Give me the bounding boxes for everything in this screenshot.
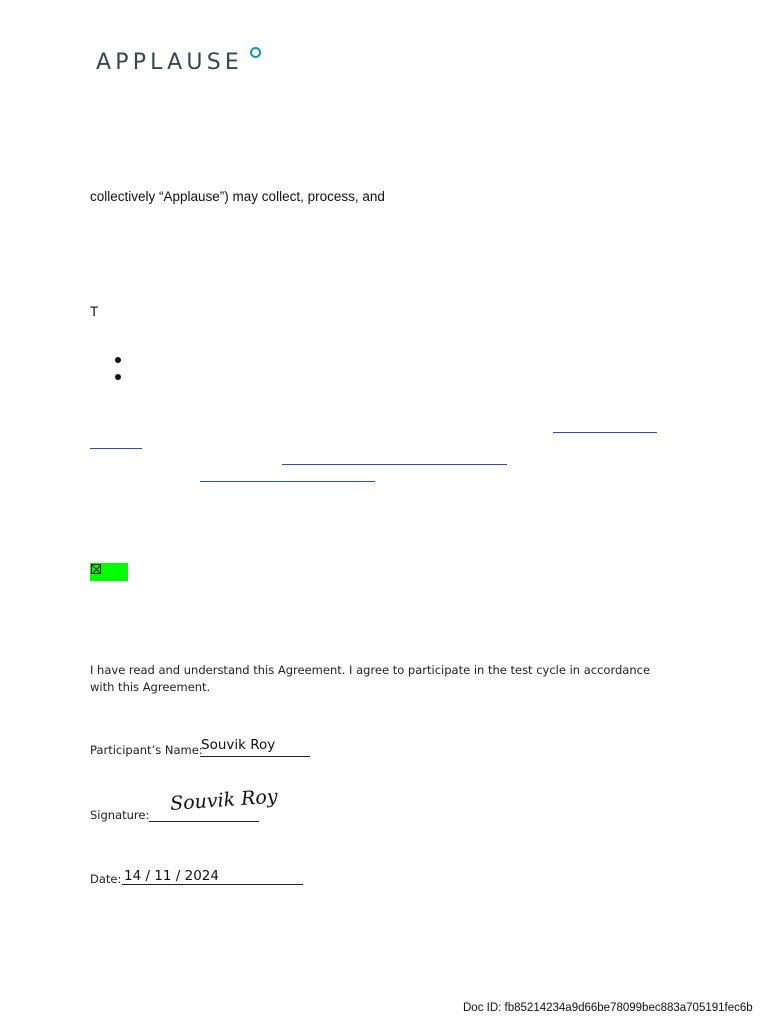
participant-name-line (200, 756, 310, 757)
participant-name-value[interactable]: Souvik Roy (201, 737, 276, 753)
bullet-icon (115, 357, 121, 363)
applause-logo: APPLAUSE (96, 50, 243, 75)
date-label: Date: (90, 872, 122, 886)
date-line (122, 884, 303, 885)
hyperlink-underline[interactable] (282, 464, 507, 465)
bullet-icon (115, 374, 121, 380)
logo-ring-icon (250, 47, 261, 58)
hyperlink-underline[interactable] (200, 481, 375, 482)
agreement-statement: I have read and understand this Agreement. I agree to participate in the test cycle in accordance with this Agreement. (90, 663, 651, 694)
participant-name-label: Participant’s Name: (90, 743, 203, 757)
hyperlink-underline[interactable] (553, 432, 657, 433)
hyperlink-underline[interactable] (90, 448, 142, 449)
handwritten-signature[interactable]: Souvik Roy (169, 785, 279, 815)
body-text-line: collectively “Applause”) may collect, process, and (90, 189, 385, 204)
doc-id: Doc ID: fb85214234a9d66be78099bec883a705191fec6b (463, 1002, 753, 1014)
date-value[interactable]: 14 / 11 / 2024 (124, 868, 219, 884)
signature-label: Signature: (90, 808, 150, 822)
checked-checkbox-icon[interactable] (91, 564, 101, 574)
stray-character: T (90, 304, 99, 319)
signature-line (149, 821, 259, 822)
